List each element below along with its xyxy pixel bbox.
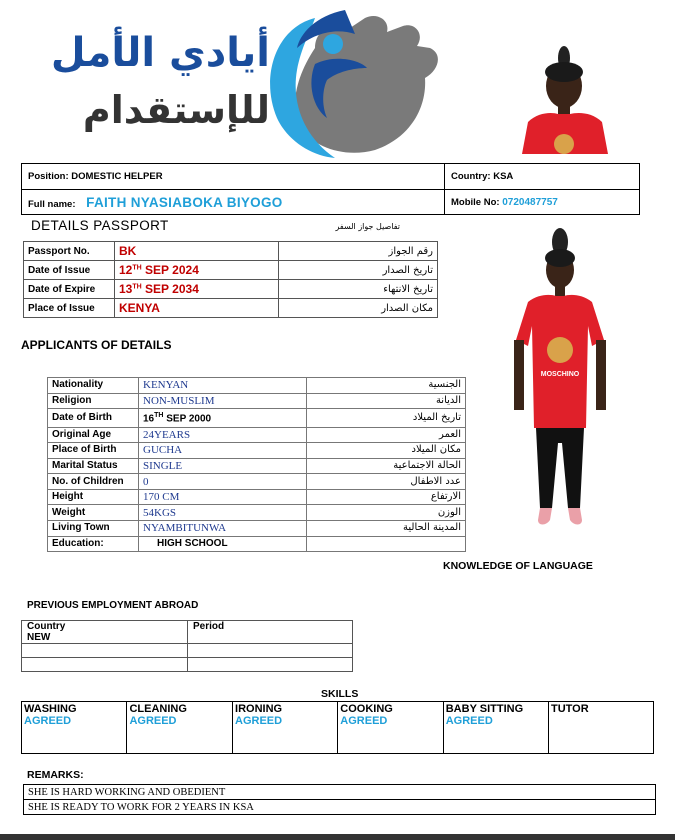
applicant-row (48, 393, 466, 409)
portrait-photo (518, 42, 610, 154)
skill-status: AGREED (129, 715, 177, 727)
header-info-table (21, 163, 640, 215)
passport-value: 12TH SEP 2024 (115, 261, 279, 280)
company-logo (15, 8, 445, 158)
applicant-label: Original Age (48, 427, 139, 443)
applicant-label: Weight (48, 505, 139, 521)
applicant-value: 16TH SEP 2000 (139, 409, 307, 427)
applicant-row (48, 474, 466, 490)
applicant-label-ar: عدد الاطفال (307, 474, 466, 490)
country-cell: Country: KSA (445, 164, 640, 190)
mobile-value: 0720487757 (502, 196, 558, 208)
employment-row-cell (22, 658, 188, 672)
passport-row (24, 242, 438, 261)
passport-label: Date of Issue (24, 261, 115, 280)
applicant-label-ar: الديانة (307, 393, 466, 409)
passport-label-ar: مكان الصدار (279, 299, 438, 318)
applicant-value: KENYAN (139, 378, 307, 394)
mobile-label: Mobile No: (451, 196, 500, 208)
applicant-row (48, 505, 466, 521)
applicant-value: NON-MUSLIM (139, 393, 307, 409)
applicant-value: 24YEARS (139, 427, 307, 443)
applicant-row (48, 427, 466, 443)
employment-row-cell (22, 644, 188, 658)
employment-country-header: Country NEW (22, 621, 188, 644)
skills-table (21, 701, 654, 754)
passport-row (24, 261, 438, 280)
mobile-cell (445, 190, 640, 215)
applicant-label-ar: الحالة الاجتماعية (307, 458, 466, 474)
skill-cell (549, 702, 654, 754)
shirt-text: MOSCHINO (540, 371, 580, 378)
applicant-value: 54KGS (139, 505, 307, 521)
passport-value: 13TH SEP 2034 (115, 280, 279, 299)
remarks-table (23, 784, 656, 815)
passport-value: BK (115, 242, 279, 261)
skill-status: AGREED (340, 715, 388, 727)
full-body-photo (510, 228, 610, 546)
applicant-value: SINGLE (139, 458, 307, 474)
passport-row (24, 280, 438, 299)
applicant-label: No. of Children (48, 474, 139, 490)
language-title: KNOWLEDGE OF LANGUAGE (443, 560, 593, 572)
passport-label-ar: تاريخ الانتهاء (279, 280, 438, 299)
applicant-row (48, 521, 466, 537)
applicant-label-ar: تاريخ الميلاد (307, 409, 466, 427)
logo-text-line1: أيادي الأمل (50, 30, 270, 76)
skill-name: WASHING (24, 703, 77, 715)
applicant-label: Marital Status (48, 458, 139, 474)
applicant-label-ar: الوزن (307, 505, 466, 521)
passport-label: Place of Issue (24, 299, 115, 318)
passport-section-title: DETAILS PASSPORT (31, 218, 169, 233)
applicant-label-ar: الجنسية (307, 378, 466, 394)
passport-row (24, 299, 438, 318)
applicant-label: Religion (48, 393, 139, 409)
employment-first-value: NEW (27, 632, 51, 643)
passport-label-ar: رقم الجواز (279, 242, 438, 261)
skill-cell (233, 702, 338, 754)
applicant-section-title: APPLICANTS OF DETAILS (21, 338, 172, 352)
passport-label: Passport No. (24, 242, 115, 261)
employment-title: PREVIOUS EMPLOYMENT ABROAD (27, 600, 199, 611)
skill-name: IRONING (235, 703, 283, 715)
applicant-label-ar: المدينة الحالية (307, 521, 466, 537)
skill-name: COOKING (340, 703, 393, 715)
applicant-value: GUCHA (139, 443, 307, 459)
skill-cell (443, 702, 548, 754)
skill-status: AGREED (445, 715, 493, 727)
education-label: Education: (48, 536, 139, 552)
employment-row-cell (188, 644, 353, 658)
fullname-value: FAITH NYASIABOKA BIYOGO (86, 194, 283, 210)
applicant-label-ar: العمر (307, 427, 466, 443)
employment-period-header: Period (188, 621, 353, 644)
employment-row-cell (188, 658, 353, 672)
remark-line-1: SHE IS HARD WORKING AND OBEDIENT (24, 785, 656, 800)
applicant-label: Place of Birth (48, 443, 139, 459)
skill-name: BABY SITTING (445, 703, 524, 715)
applicant-value: NYAMBITUNWA (139, 521, 307, 537)
education-ar (307, 536, 466, 552)
remarks-title: REMARKS: (27, 769, 84, 781)
skill-name: CLEANING (129, 703, 187, 715)
position-cell: Position: DOMESTIC HELPER (22, 164, 445, 190)
passport-table (23, 241, 438, 318)
applicant-row (48, 458, 466, 474)
applicant-row (48, 409, 466, 427)
skill-status: AGREED (235, 715, 283, 727)
applicant-row (48, 378, 466, 394)
passport-section-title-ar: تفاصيل جواز السفر (335, 222, 400, 231)
applicant-label: Living Town (48, 521, 139, 537)
applicant-value: 170 CM (139, 489, 307, 505)
skill-cell (338, 702, 443, 754)
fullname-label: Full name: (28, 198, 76, 210)
passport-label-ar: تاريخ الصدار (279, 261, 438, 280)
applicant-details-table (47, 377, 466, 552)
applicant-row (48, 489, 466, 505)
applicant-row (48, 443, 466, 459)
remark-line-2: SHE IS READY TO WORK FOR 2 YEARS IN KSA (24, 800, 656, 815)
skill-name: TUTOR (551, 703, 589, 715)
applicant-label-ar: الارتفاع (307, 489, 466, 505)
skill-cell (22, 702, 127, 754)
applicant-value: 0 (139, 474, 307, 490)
applicant-label: Date of Birth (48, 409, 139, 427)
passport-label: Date of Expire (24, 280, 115, 299)
education-value: HIGH SCHOOL (139, 536, 307, 552)
applicant-label-ar: مكان الميلاد (307, 443, 466, 459)
employment-table (21, 620, 353, 672)
bottom-border (0, 834, 675, 840)
applicant-label: Height (48, 489, 139, 505)
fullname-cell (22, 190, 445, 215)
skills-title: SKILLS (321, 688, 359, 700)
applicant-label: Nationality (48, 378, 139, 394)
logo-text-line2: للإستقدام (82, 88, 270, 132)
passport-value: KENYA (115, 299, 279, 318)
skill-status: AGREED (24, 715, 72, 727)
skill-cell (127, 702, 233, 754)
